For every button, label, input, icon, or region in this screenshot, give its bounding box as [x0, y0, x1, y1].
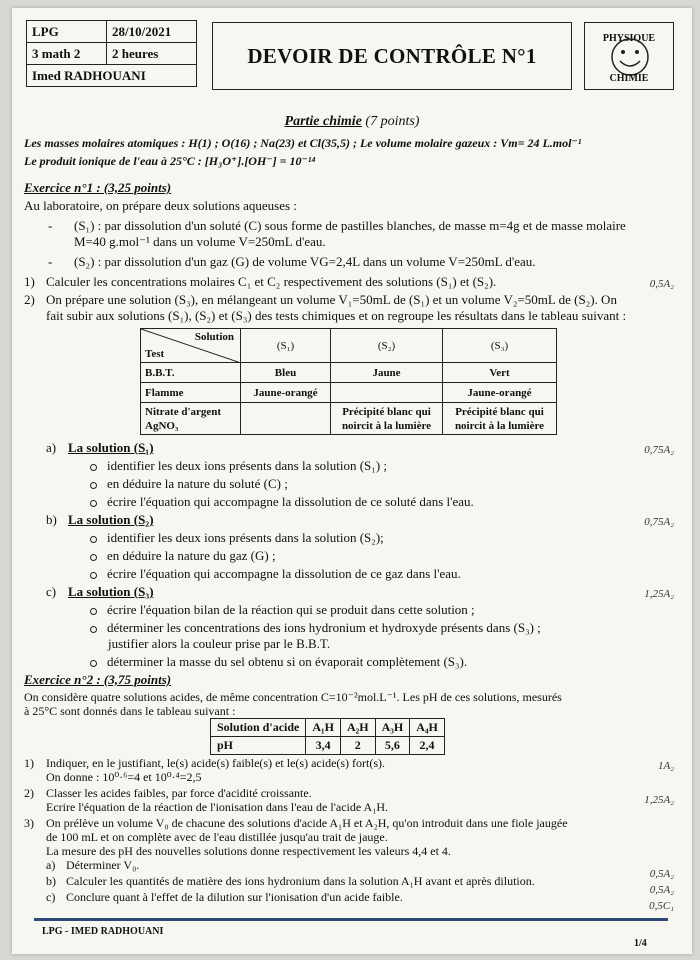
ex2-q3-line-c: La mesure des pH des nouvelles solutions donne respectivement les valeurs 4,4 et 4.: [46, 844, 451, 858]
class-cell: 3 math 2: [27, 43, 107, 65]
ex2-intro-line-a: On considère quatre solutions acides, de même concentration C=10⁻²mol.L⁻¹. Les pH de ces solutions, mesurés: [24, 690, 562, 704]
ex1-a-item: identifier les deux ions présents dans la solution (S₁) ;: [90, 458, 387, 474]
ex1-b-points: 0,75A₂: [644, 516, 674, 528]
ex1-c-points: 1,25A₂: [644, 588, 674, 600]
ex2-q3b: Calculer les quantités de matière des ions hydronium dans la solution A₁H avant et après dilution.: [66, 874, 535, 888]
ex1-s1-line-b: M=40 g.mol⁻¹ dans un volume V=250mL d'eau.: [74, 234, 326, 249]
physique-chimie-logo: [584, 22, 674, 90]
ex1-c-item: déterminer les concentrations des ions hydronium et hydroxyde présents dans (S₃) ;: [90, 620, 541, 636]
ex1-q1-points: 0,5A₂: [649, 278, 674, 290]
exam-title: DEVOIR DE CONTRÔLE N°1: [212, 22, 572, 90]
constants-line-1: Les masses molaires atomiques : H(1) ; O(16) ; Na(23) et Cl(35,5) ; Le volume molaire gazeux : Vm= 24 L.mol⁻¹: [24, 136, 582, 150]
ex1-b-item: identifier les deux ions présents dans la solution (S₂);: [90, 530, 384, 546]
ex2-q3-line-a: On prélève un volume V₀ de chacune des solutions d'acide A₁H et A₂H, qu'on introduit dans une fiole jaugée: [46, 816, 568, 830]
ex2-q2-points: 1,25A₂: [644, 794, 674, 806]
cell-flamme-s1: Jaune-orangé: [241, 383, 331, 403]
ex1-results-table: [140, 328, 557, 435]
ex2-q3c-points: 0,5C₁: [649, 900, 674, 912]
cell-nitrate-s1: [241, 403, 331, 435]
row-bbt: B.B.T.: [141, 363, 241, 383]
table-corner-cell: Solution Test: [141, 329, 241, 363]
ph-cell: 2: [340, 737, 375, 755]
ex2-q3b-points: 0,5A₂: [649, 884, 674, 896]
cell-nitrate-s3: Précipité blanc qui noircit à la lumière: [443, 403, 557, 435]
page-number: 1/4: [634, 938, 647, 949]
ph-cell: 3,4: [306, 737, 341, 755]
ex1-q2-line-a: On prépare une solution (S₃), en mélangeant un volume V₁=50mL de (S₁) et un volume V₂=50mL de (S₂). On: [46, 292, 617, 307]
ex2-title: Exercice n°2 : (3,75 points): [24, 672, 172, 687]
exam-page: LPG 28/10/2021 3 math 2 2 heures Imed RADHOUANI DEVOIR DE CONTRÔLE N°1 PHYSIQUE CHIMIE Partie chimie (7 points) Les masses molaires atomiques : H(1) ; O(16) ; Na(23) et Cl(35,5) ; Le volume molaire gazeux : Vm= 24 L.mol⁻¹ Le produit ionique de l'eau à 25°C : [H₃O⁺].[OH⁻] = 10⁻¹⁴ Exercice n°1 : (3,25 points) Au laboratoire, on prépare deux solutions aqueuses : - (S₁) : par dissolution d'un soluté (C) sous forme de pastilles blanches, de masse m=4g et de masse molaire M=40 g.mol⁻¹ dans un volume V=250mL d'eau. - (S₂) : par dissolution d'un gaz (G) de volume VG=2,4L dans un volume V=250mL d'eau. 1) Calculer les concentrations molaires C₁ et C₂ respectivement des solutions (S₁) et (S₂). 0,5A₂ 2) On prépare une solution (S₃), en mélangeant un volume V₁=50mL de (S₁) et un volume V₂=50mL de (S₂). On fait subir aux solutions (S₁), (S₂) et (S₃) des tests chimiques et on regroupe les résultats dans le tableau suivant : Solution Test (S₁) (S₂) (S₃) B.B.T. Bleu Jaune Vert Flamme Jaune-orangé Jaune-orangé Nitrate d'argent AgNO₃ Précipité blanc qui noircit à la lumière Précipité blanc qui noircit à la lumière a) La solution (S₁) 0,75A₂ identifier les deux ions présents dans la solution (S₁) ; en déduire la nature du soluté (C) ; écrire l'équation qui accompagne la dissolution de ce soluté dans l'eau. b) La solution (S₂) 0,75A₂ identifier les deux ions présents dans la solution (S₂); en déduire la nature du gaz (G) ; écrire l'équation qui accompagne la dissolution de ce gaz dans l'eau. c) La solution (S₃) 1,25A₂ écrire l'équation bilan de la réaction qui se produit dans cette solution ; déterminer les concentrations des ions hydronium et hydroxyde présents dans (S₃) ; justifier alors la couleur prise par le B.B.T. déterminer la masse du sel obtenu si on évaporait complètement (S₃). Exercice n°2 : (3,75 points) On considère quatre solutions acides, de même concentration C=10⁻²mol.L⁻¹. Les pH de ces solutions, mesurés à 25°C sont donnés dans le tableau suivant : Solution d'acide A₁H A₂H A₃H A₄H pH 3,4 2 5,6 2,4 1) Indiquer, en le justifiant, le(s) acide(s) faible(s) et le(s) acide(s) fort(s). 1A₂ On donne : 10⁰·⁶=4 et 10⁰·⁴=2,5 2) Classer les acides faibles, par force d'acidité croissante. 1,25A₂ Ecrire l'équation de la réaction de l'ionisation dans l'eau de l'acide A₁H. 3) On prélève un volume V₀ de chacune des solutions d'acide A₁H et A₂H, qu'on introduit dans une fiole jaugée de 100 mL et on complète avec de l'eau distillée jusqu'au trait de jauge. La mesure des pH des nouvelles solutions donne respectivement les valeurs 4,4 et 4. a) Déterminer V₀. 0,5A₂ b) Calculer les quantités de matière des ions hydronium dans la solution A₁H avant et après dilution. 0,5A₂ c) Conclure quant à l'effet de la dilution sur l'ionisation d'un acide faible. 0,5C₁ LPG - IMED RADHOUANI 1/4: [12, 8, 692, 954]
cell-bbt-s3: Vert: [443, 363, 557, 383]
date-cell: 28/10/2021: [107, 21, 197, 43]
school-cell: LPG: [27, 21, 107, 43]
ph-cell: 2,4: [410, 737, 445, 755]
ex2-q3c: Conclure quant à l'effet de la dilution sur l'ionisation d'un acide faible.: [66, 890, 403, 904]
cell-bbt-s1: Bleu: [241, 363, 331, 383]
ex1-b-label: b): [46, 512, 57, 527]
col-s2: (S₂): [331, 329, 443, 363]
cell-nitrate-s2: Précipité blanc qui noircit à la lumière: [331, 403, 443, 435]
ex1-c-label: c): [46, 584, 57, 599]
ex2-q3a-points: 0,5A₂: [649, 868, 674, 880]
ex2-q2-b: Ecrire l'équation de la réaction de l'ionisation dans l'eau de l'acide A₁H.: [46, 800, 389, 814]
ph-cell: 5,6: [375, 737, 410, 755]
ex2-q1-points: 1A₂: [657, 760, 674, 772]
ex2-q3-line-b: de 100 mL et on complète avec de l'eau distillée jusqu'au trait de jauge.: [46, 830, 388, 844]
logo-bottom-text: CHIMIE: [609, 73, 649, 84]
ex1-a-item: écrire l'équation qui accompagne la dissolution de ce soluté dans l'eau.: [90, 494, 474, 510]
ex2-ph-table: [210, 718, 445, 755]
ex1-q1: Calculer les concentrations molaires C₁ et C₂ respectivement des solutions (S₁) et (S₂).: [46, 274, 497, 289]
col-s3: (S₃): [443, 329, 557, 363]
ex1-a-points: 0,75A₂: [644, 444, 674, 456]
ex1-q2-line-b: fait subir aux solutions (S₁), (S₂) et (S₃) des tests chimiques et on regroupe les résultats dans le tableau suivant :: [46, 308, 627, 323]
constants-line-2: Le produit ionique de l'eau à 25°C : [H₃O⁺].[OH⁻] = 10⁻¹⁴: [24, 154, 316, 168]
ph-head: A₁H: [306, 719, 341, 737]
ph-cell: pH: [211, 737, 306, 755]
ph-head: A₃H: [375, 719, 410, 737]
ph-head: A₂H: [340, 719, 375, 737]
ex1-intro: Au laboratoire, on prépare deux solutions aqueuses :: [24, 198, 297, 213]
partie-heading: [12, 114, 692, 130]
ex2-q2: Classer les acides faibles, par force d'acidité croissante.: [46, 786, 312, 800]
ex1-s1-line-a: (S₁) : par dissolution d'un soluté (C) sous forme de pastilles blanches, de masse m=4g et de masse molaire: [74, 218, 626, 233]
cell-bbt-s2: Jaune: [331, 363, 443, 383]
row-flamme: Flamme: [141, 383, 241, 403]
ex1-c-item: déterminer la masse du sel obtenu si on évaporait complètement (S₃).: [90, 654, 467, 670]
ph-head: Solution d'acide: [211, 719, 306, 737]
partie-title: Partie chimie: [284, 114, 362, 129]
ex1-a-item: en déduire la nature du soluté (C) ;: [90, 476, 288, 492]
ex2-intro-line-b: à 25°C sont donnés dans le tableau suivant :: [24, 704, 236, 718]
ex2-q1-given: On donne : 10⁰·⁶=4 et 10⁰·⁴=2,5: [46, 770, 202, 784]
ex1-b-item: écrire l'équation qui accompagne la dissolution de ce gaz dans l'eau.: [90, 566, 461, 582]
teacher-cell: Imed RADHOUANI: [27, 65, 197, 87]
ex1-s2: (S₂) : par dissolution d'un gaz (G) de volume VG=2,4L dans un volume V=250mL d'eau.: [74, 254, 536, 269]
logo-top-text: PHYSIQUE: [602, 33, 656, 44]
row-nitrate: Nitrate d'argent AgNO₃: [141, 403, 241, 435]
cell-flamme-s2: [331, 383, 443, 403]
col-s1: (S₁): [241, 329, 331, 363]
ex2-q3a: Déterminer V₀.: [66, 858, 140, 872]
ex1-a-label: a): [46, 440, 57, 455]
partie-points: (7 points): [365, 114, 420, 129]
ex1-title: Exercice n°1 : (3,25 points): [24, 180, 172, 195]
ex1-c-item-cont: justifier alors la couleur prise par le B.B.T.: [108, 636, 331, 651]
duration-cell: 2 heures: [107, 43, 197, 65]
cell-flamme-s3: Jaune-orangé: [443, 383, 557, 403]
ex1-c-item: écrire l'équation bilan de la réaction qui se produit dans cette solution ;: [90, 602, 475, 618]
footer-left: LPG - IMED RADHOUANI: [42, 926, 164, 937]
ex1-c-title: La solution (S₃): [68, 584, 154, 599]
ex2-q1: Indiquer, en le justifiant, le(s) acide(s) faible(s) et le(s) acide(s) fort(s).: [46, 756, 386, 770]
footer-divider: [34, 918, 668, 921]
ex1-b-title: La solution (S₂): [68, 512, 154, 527]
header-info-table: [26, 20, 197, 87]
ex1-b-item: en déduire la nature du gaz (G) ;: [90, 548, 276, 564]
ex1-a-title: La solution (S₁): [68, 440, 154, 455]
ph-head: A₄H: [410, 719, 445, 737]
